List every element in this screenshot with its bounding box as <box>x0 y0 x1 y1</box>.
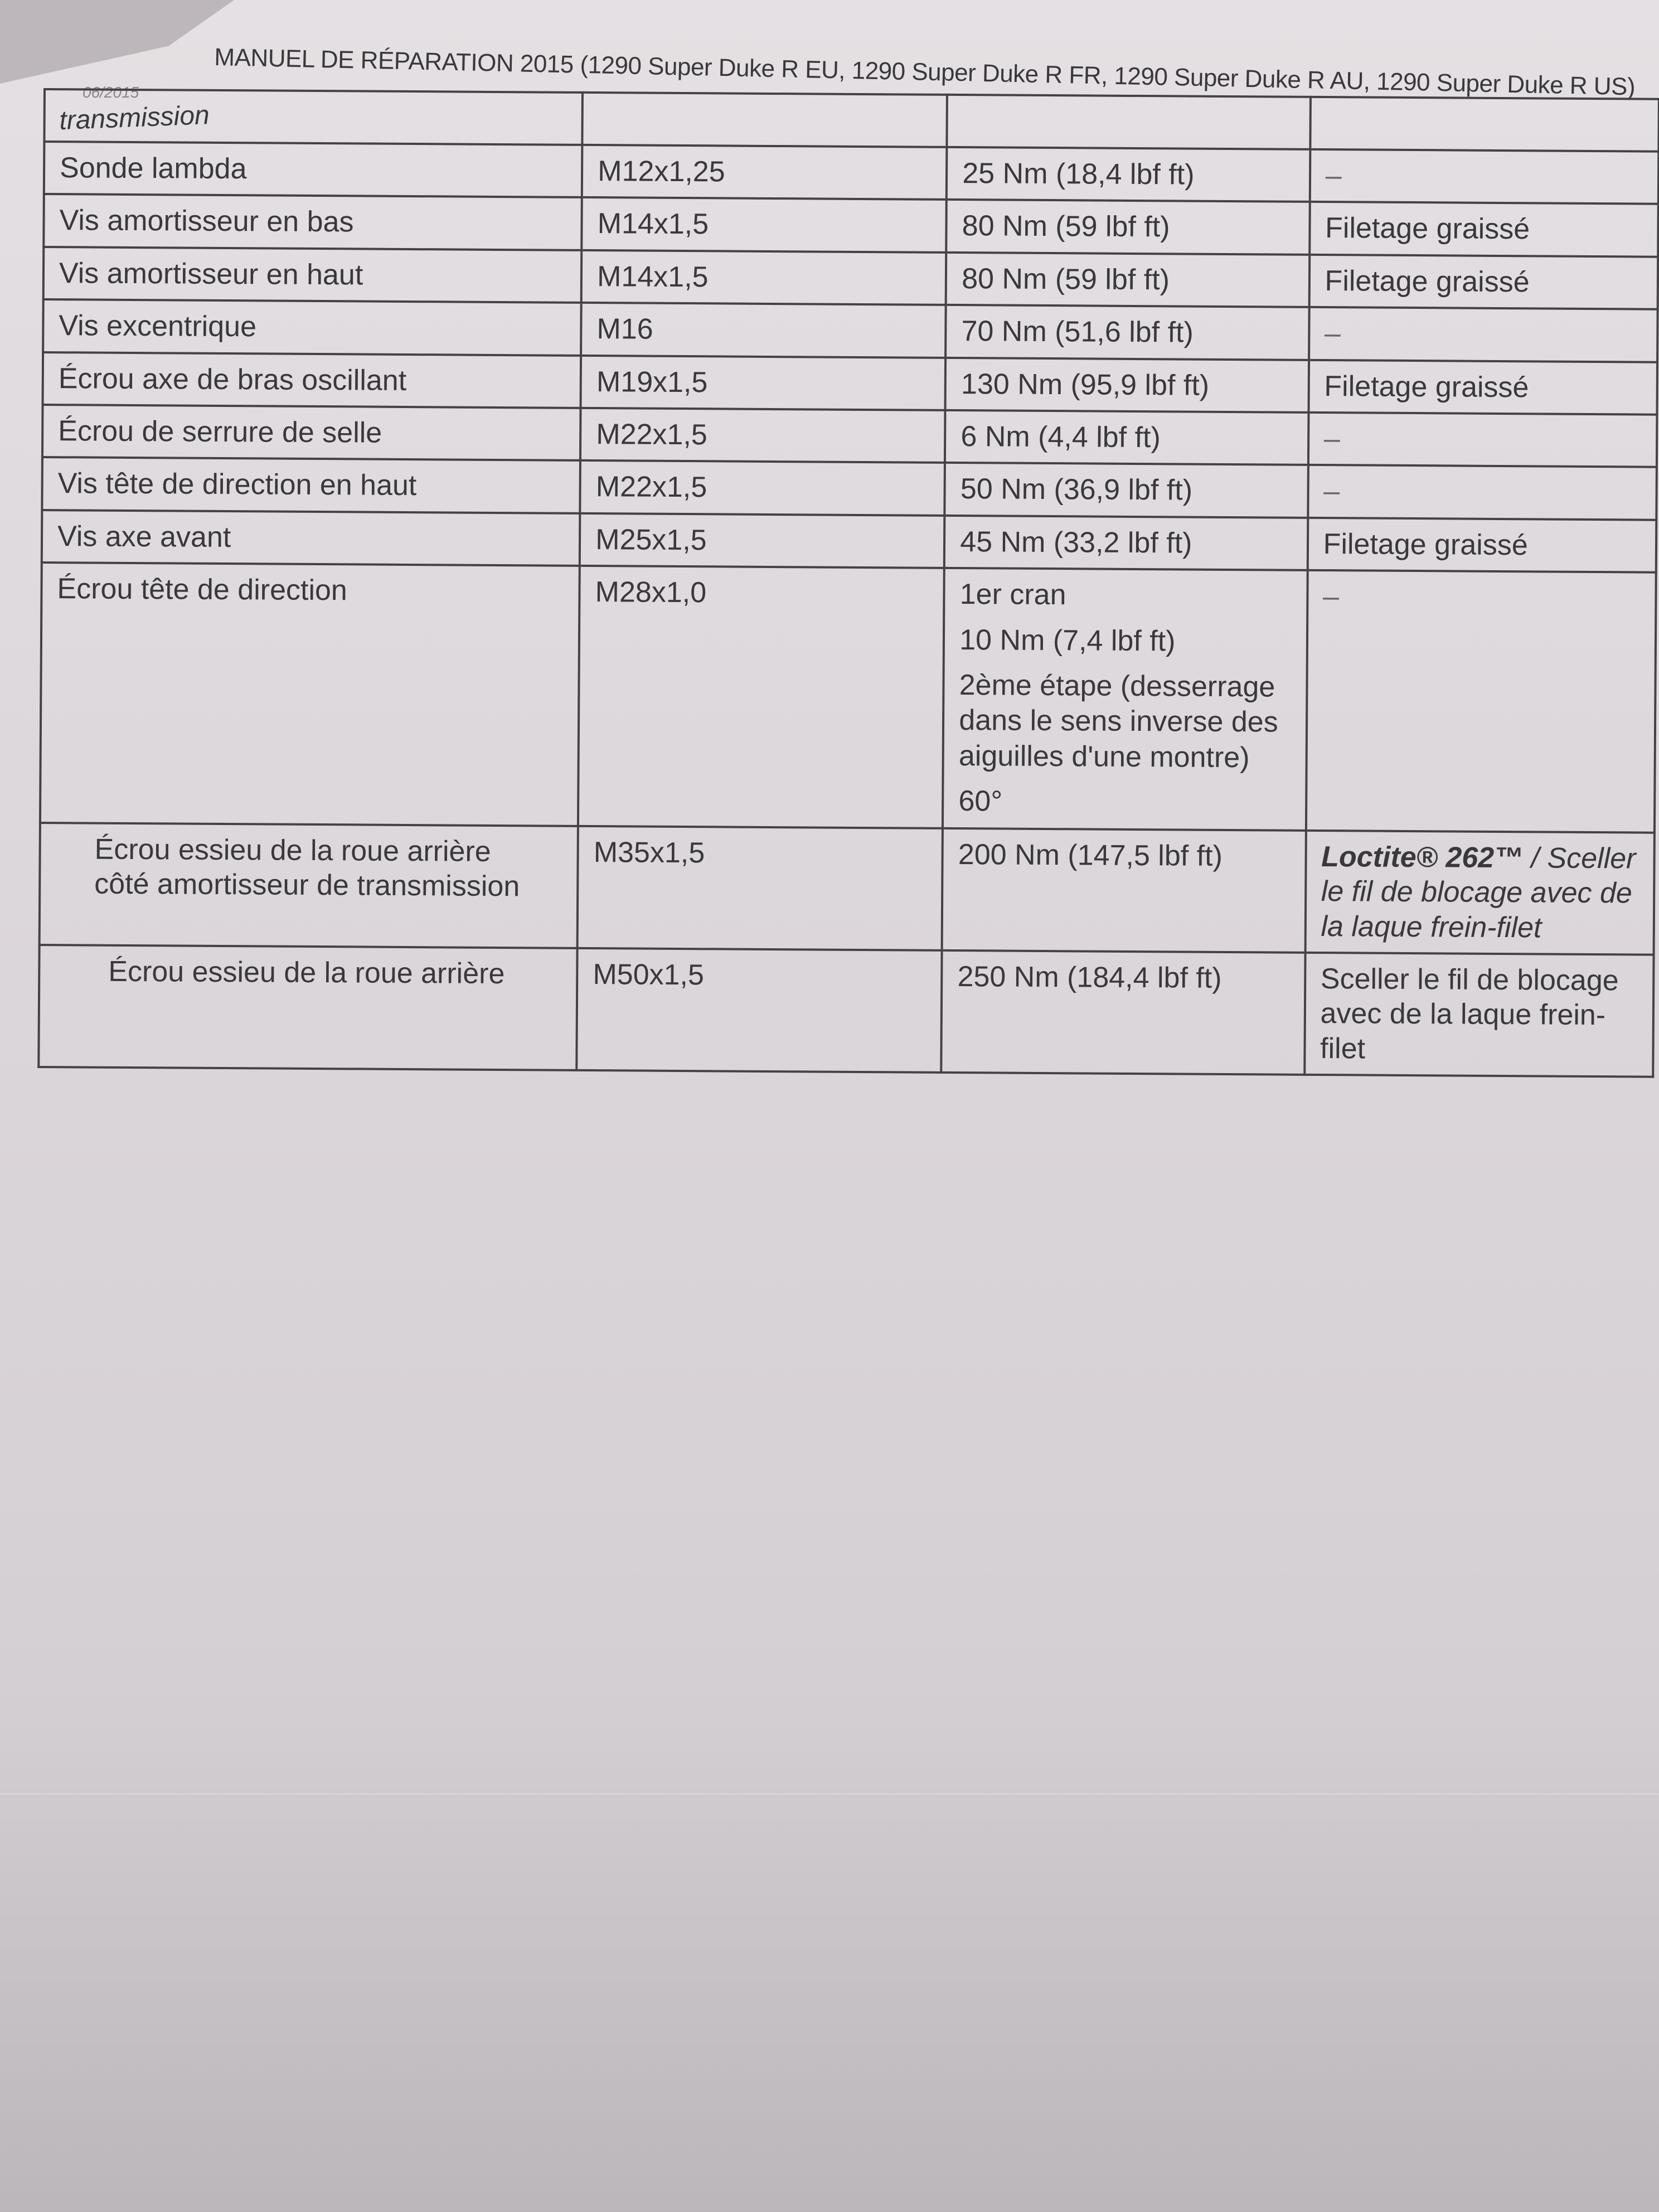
note-cell: – <box>1309 149 1658 204</box>
thread-cell: M35x1,5 <box>578 826 943 950</box>
part-cell: Écrou tête de direction <box>40 562 580 826</box>
note-cell <box>1305 831 1655 955</box>
table-row-rear-axle <box>38 945 1653 1077</box>
note-text: / Sceller le fil de blocage avec de la laque frein-filet <box>1321 841 1636 944</box>
note-cell: – <box>1308 413 1657 467</box>
table-row <box>42 510 1657 573</box>
torque-cell: 45 Nm (33,2 lbf ft) <box>944 516 1308 570</box>
paper-shadow <box>0 1710 1659 2212</box>
thread-cell: M16 <box>581 303 946 357</box>
part-cell: Écrou axe de bras oscillant <box>43 352 581 408</box>
note-cell: Filetage graissé <box>1309 202 1658 256</box>
part-cell: Vis tête de direction en haut <box>42 457 580 513</box>
note-cell: – <box>1306 570 1656 832</box>
thread-cell: M14x1,5 <box>581 197 947 252</box>
part-cell: Écrou essieu de la roue arrière <box>38 945 577 1070</box>
torque-table <box>37 88 1659 1078</box>
thread-cell: M14x1,5 <box>581 250 947 305</box>
date-tag: 06/2015 <box>83 84 139 101</box>
torque-step: 2ème étape (desserrage dans le sens inverse des aiguilles d'une montre) <box>958 669 1278 774</box>
torque-cell: 200 Nm (147,5 lbf ft) <box>942 828 1306 953</box>
thread-cell: M50x1,5 <box>576 948 942 1073</box>
torque-cell: 50 Nm (36,9 lbf ft) <box>945 463 1308 517</box>
torque-step: 10 Nm (7,4 lbf ft) <box>959 623 1176 657</box>
table-row-steering <box>40 562 1656 832</box>
part-cell: Écrou de serrure de selle <box>42 405 581 460</box>
torque-steps-cell <box>943 568 1307 831</box>
torque-cell: 70 Nm (51,6 lbf ft) <box>945 305 1309 360</box>
table-row <box>43 299 1658 362</box>
part-cell: Sonde lambda <box>44 142 583 197</box>
part-cell: Vis amortisseur en bas <box>43 194 582 250</box>
note-cell: Filetage graissé <box>1309 255 1658 309</box>
part-cell: Vis excentrique <box>43 299 581 355</box>
thread-cell: M28x1,0 <box>578 566 944 828</box>
table-row <box>43 194 1658 256</box>
torque-cell: 250 Nm (184,4 lbf ft) <box>941 950 1305 1075</box>
table-row <box>42 457 1657 520</box>
loctite-label: Loctite® 262™ <box>1321 840 1524 874</box>
torque-cell: 80 Nm (59 lbf ft) <box>946 200 1309 254</box>
part-cell: Vis amortisseur en haut <box>43 247 582 303</box>
continuation-cell <box>44 89 583 145</box>
page-header: MANUEL DE RÉPARATION 2015 (1290 Super Duke R EU, 1290 Super Duke R FR, 1290 Super Duke R AU, 1290 Super Duke R US) <box>214 43 1636 101</box>
table-row <box>44 142 1659 204</box>
torque-step: 60° <box>958 785 1003 818</box>
table-row <box>43 352 1658 415</box>
part-line: Écrou essieu de la roue arrière <box>94 833 491 868</box>
part-line: côté amortisseur de transmission <box>94 867 520 903</box>
table-row-rear-axle-damper <box>40 823 1655 955</box>
torque-cell: 6 Nm (4,4 lbf ft) <box>945 410 1308 465</box>
continuation-label: transmission <box>59 100 210 135</box>
table-continuation-row <box>44 89 1659 152</box>
thread-cell: M22x1,5 <box>580 460 945 515</box>
note-cell: – <box>1308 465 1657 520</box>
torque-cell: 80 Nm (59 lbf ft) <box>946 253 1309 307</box>
thread-cell: M12x1,25 <box>582 145 947 200</box>
part-cell <box>40 823 578 948</box>
note-cell: Sceller le fil de blocage avec de la laque frein-filet <box>1304 953 1654 1077</box>
thread-cell: M22x1,5 <box>580 408 945 463</box>
torque-cell: 130 Nm (95,9 lbf ft) <box>945 357 1309 412</box>
part-cell: Vis axe avant <box>42 510 580 566</box>
folded-corner <box>0 0 234 84</box>
torque-cell: 25 Nm (18,4 lbf ft) <box>947 147 1310 202</box>
note-cell: – <box>1309 307 1658 362</box>
table-row <box>43 247 1658 309</box>
continuation-torque-cell <box>947 95 1311 149</box>
thread-cell: M25x1,5 <box>580 513 945 568</box>
note-cell: Filetage graissé <box>1307 518 1656 573</box>
continuation-note-cell <box>1310 97 1659 152</box>
table-row <box>42 405 1657 467</box>
note-cell: Filetage graissé <box>1308 360 1657 414</box>
torque-step: 1er cran <box>959 578 1066 612</box>
thread-cell: M19x1,5 <box>581 355 946 410</box>
continuation-thread-cell <box>583 93 948 147</box>
